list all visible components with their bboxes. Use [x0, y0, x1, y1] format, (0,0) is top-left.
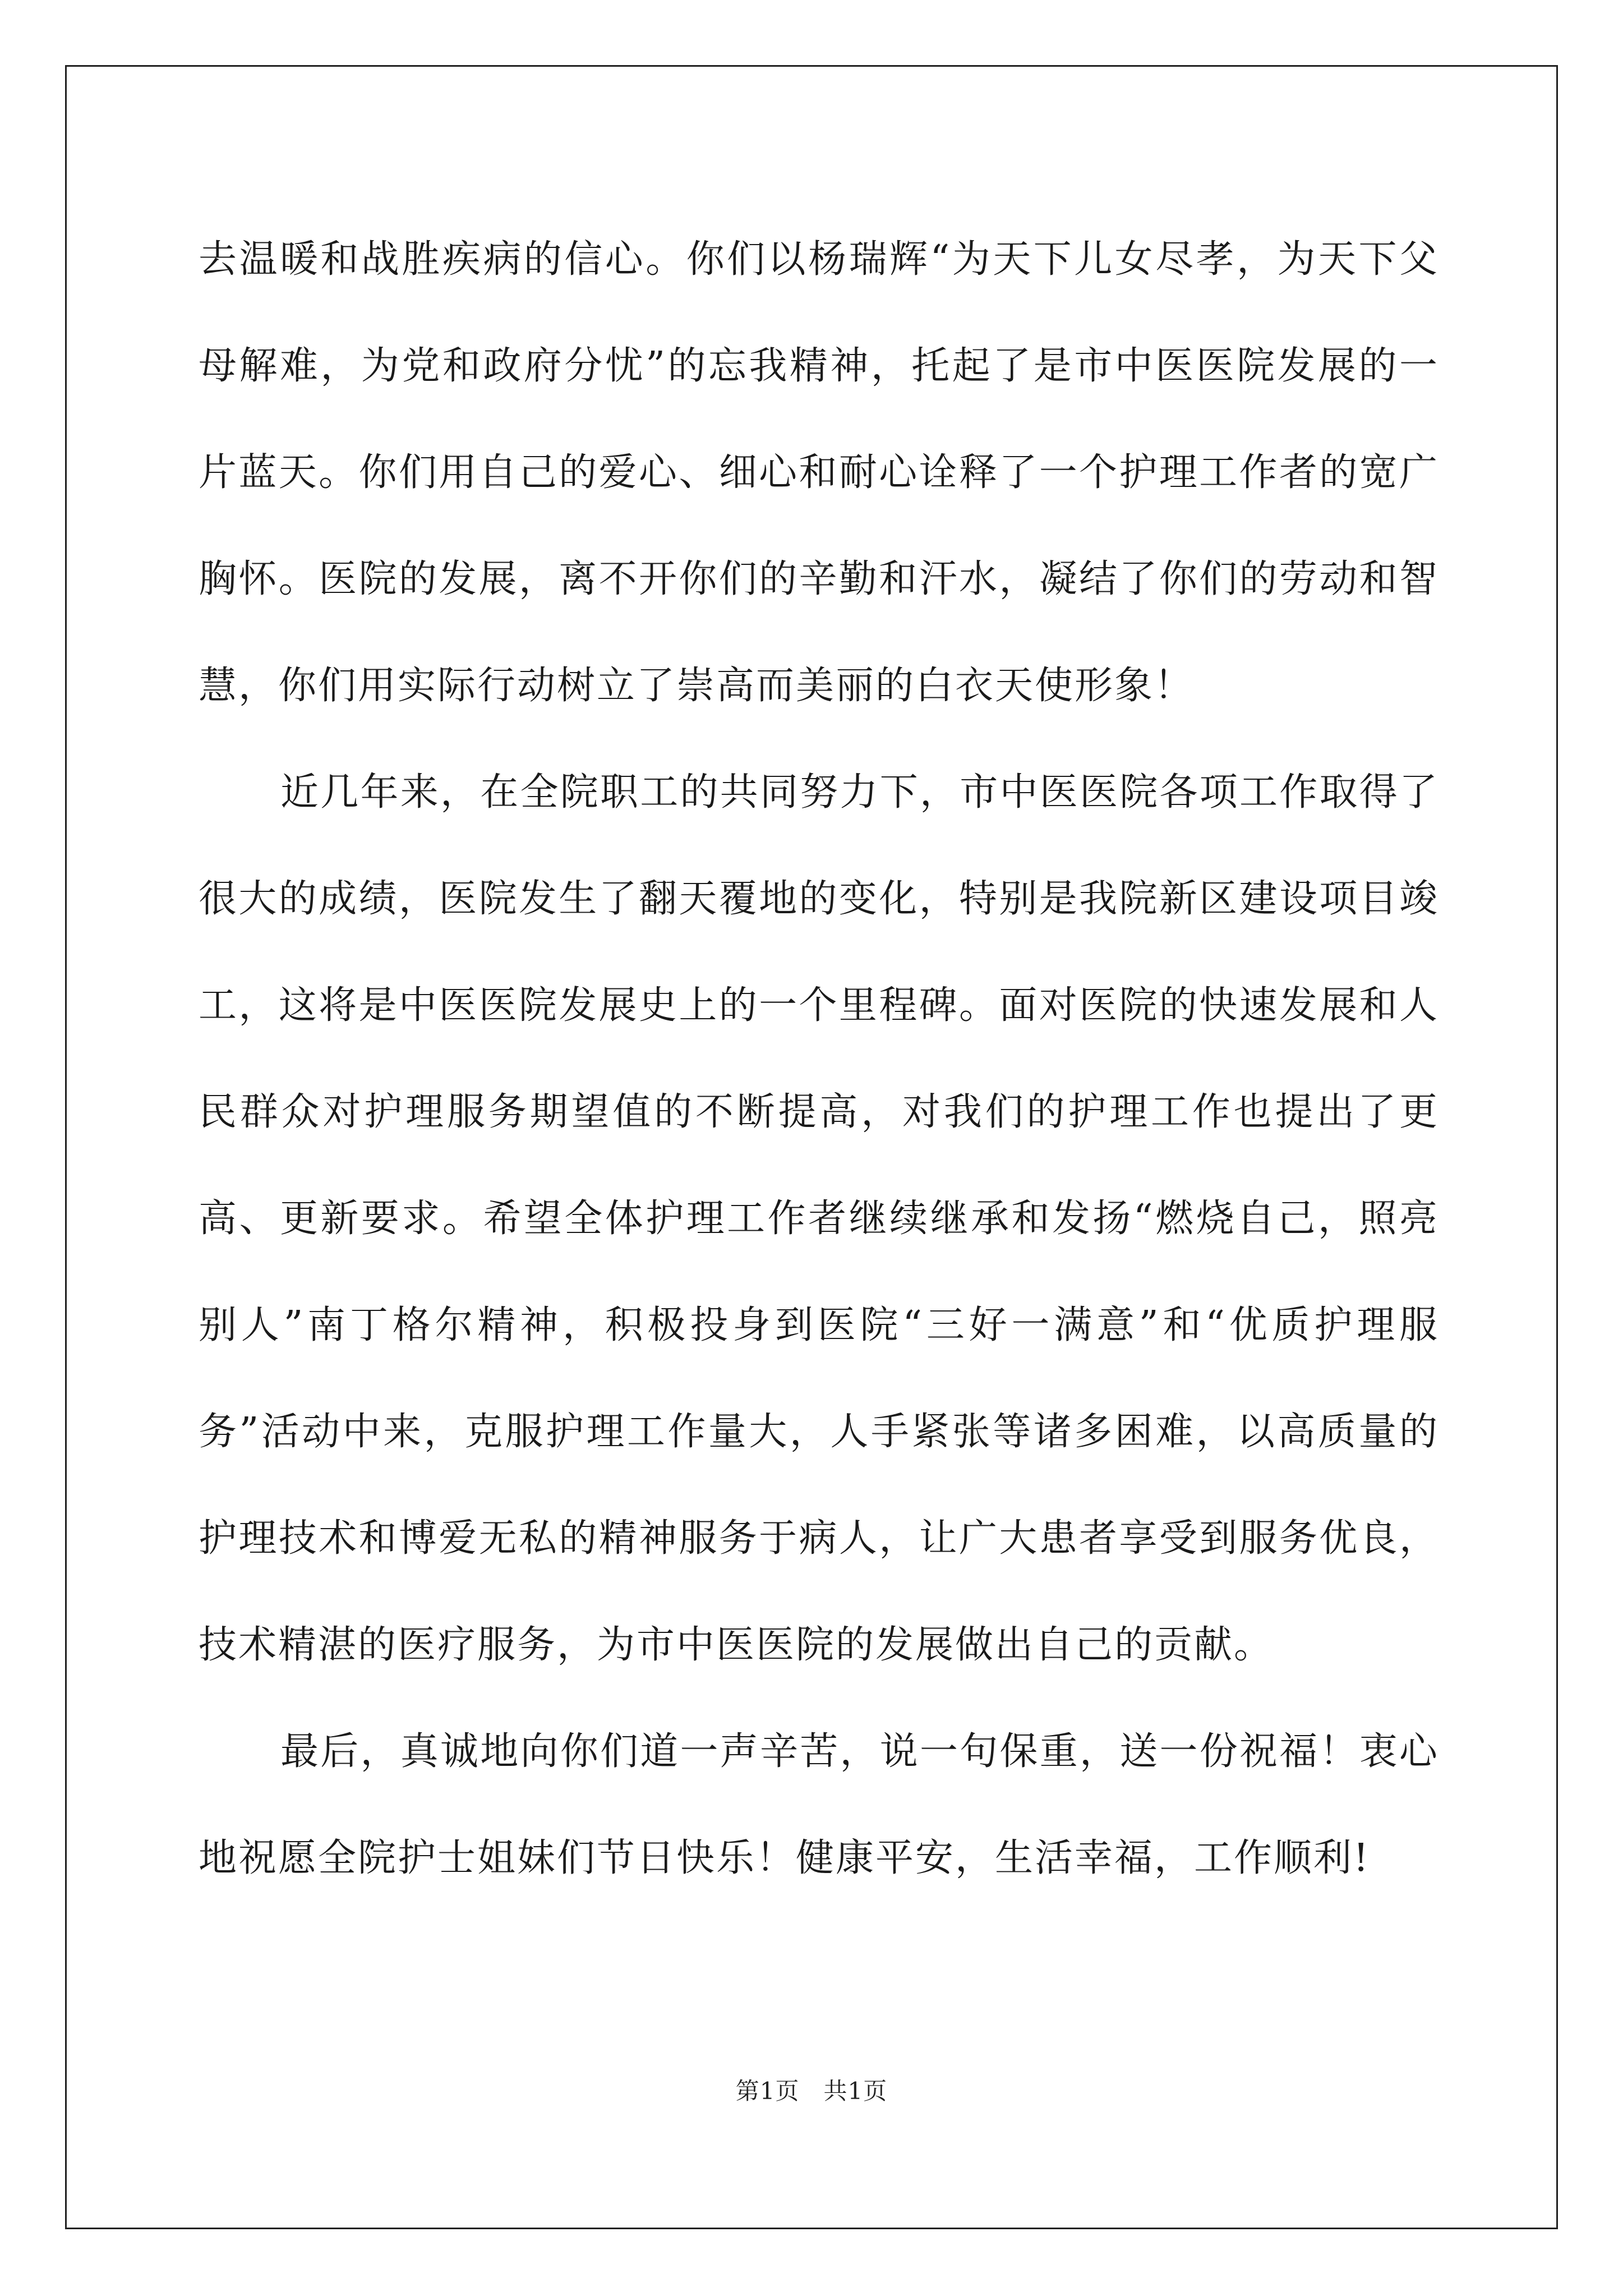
- paragraph-hospital-development: 近几年来，在全院职工的共同努力下，市中医医院各项工作取得了很大的成绩，医院发生了翻天覆地的变化，特别是我院新区建设项目竣工，这将是中医医院发展史上的一个里程碑。面对医院的快速发展和人民群众对护理服务期望值的不断提高，对我们的护理工作也提出了更高、更新要求。希望全体护理工作者继续继承和发扬“燃烧自己，照亮别人”南丁格尔精神，积极投身到医院“三好一满意”和“优质护理服务”活动中来，克服护理工作量大，人手紧张等诸多困难，以高质量的护理技术和博爱无私的精神服务于病人，让广大患者享受到服务优良，技术精湛的医疗服务，为市中医医院的发展做出自己的贡献。: [199, 770, 1439, 1667]
- paragraph-continuation: 去温暖和战胜疾病的信心。你们以杨瑞辉“为天下儿女尽孝，为天下父母解难，为党和政府分忧”的忘我精神，托起了是市中医医院发展的一片蓝天。你们用自己的爱心、细心和耐心诠释了一个护理工作者的宽广胸怀。医院的发展，离不开你们的辛勤和汗水，凝结了你们的劳动和智慧，你们用实际行动树立了崇高而美丽的白衣天使形象！: [199, 237, 1439, 708]
- paragraph-closing-wishes: 最后，真诚地向你们道一声辛苦，说一句保重，送一份祝福！衷心地祝愿全院护士姐妹们节日快乐！健康平安，生活幸福，工作顺利!: [199, 1729, 1439, 1880]
- document-body: [199, 206, 1439, 1912]
- page-number-footer: 第1页 共1页: [735, 2077, 888, 2105]
